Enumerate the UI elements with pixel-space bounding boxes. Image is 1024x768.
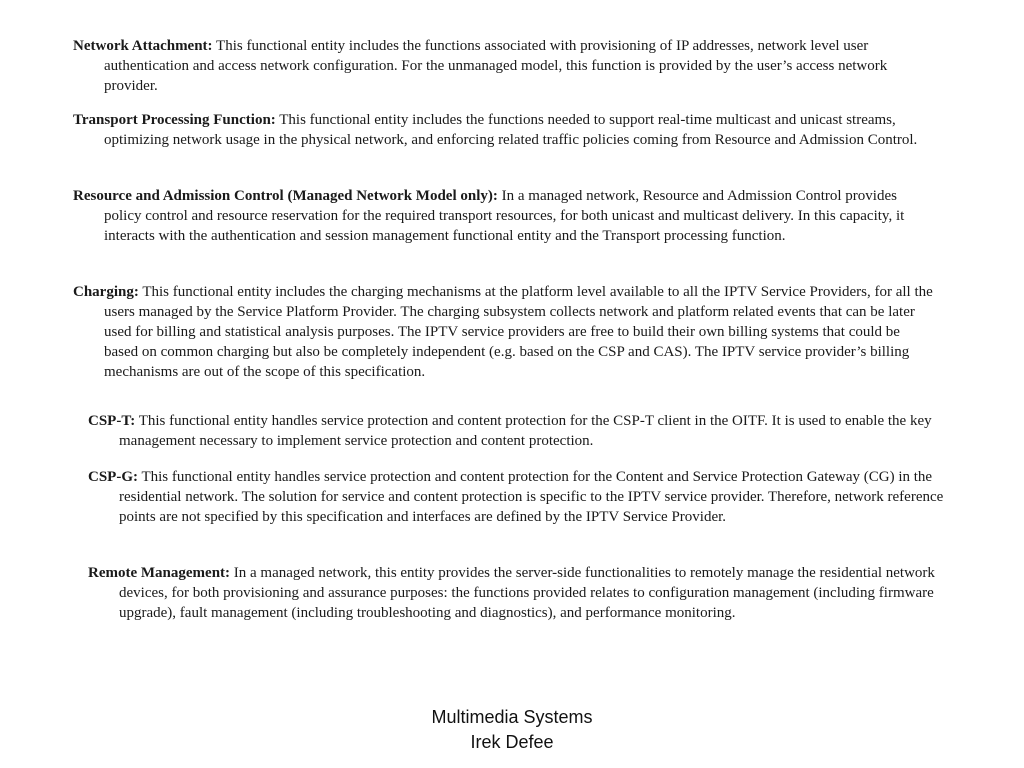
entry-resource-admission-control: [0, 186, 935, 246]
entry-term: CSP-G:: [88, 469, 138, 485]
footer-title: Multimedia Systems: [431, 707, 593, 727]
entry-charging: [0, 282, 935, 382]
entry-term: Resource and Admission Control (Managed Network Model only):: [73, 188, 498, 204]
entry-term: CSP-T:: [88, 413, 136, 429]
entry-network-attachment: [0, 36, 935, 96]
entry-term: Transport Processing Function:: [73, 112, 276, 128]
entry-text: This functional entity includes the functions associated with provisioning of IP addresses, network level user authentication and access network configuration. For the unmanaged model, this function is provided by the user’s access network provider.: [104, 38, 888, 94]
entry-transport-processing-function: [0, 110, 935, 150]
entry-csp-t: [0, 411, 945, 451]
entry-term: Network Attachment:: [73, 38, 213, 54]
entry-text: This functional entity includes the charging mechanisms at the platform level available to all the IPTV Service Providers, for all the users managed by the Service Platform Provider. The charging subsystem collects network and platform related events that can be later used for billing and statistical analysis purposes. The IPTV service providers are free to build their own billing systems that could be based on common charging but also be completely independent (e.g. based on the CSP and CAS). The IPTV service provider’s billing mechanisms are out of the scope of this specification.: [104, 284, 933, 380]
entry-csp-g: [0, 467, 945, 527]
entry-text: This functional entity handles service protection and content protection for the Content and Service Protection Gateway (CG) in the residential network. The solution for service and content protection is specific to the IPTV service provider. Therefore, network reference points are not specified by this specification and interfaces are defined by the IPTV Service Provider.: [119, 469, 944, 525]
entry-remote-management: [0, 563, 945, 623]
entry-text: In a managed network, this entity provides the server-side functionalities to remotely manage the residential network devices, for both provisioning and assurance purposes: the functions provided relates to configuration management (including firmware upgrade), fault management (including troubleshooting and diagnostics), and performance monitoring.: [119, 565, 935, 621]
entry-term: Charging:: [73, 284, 139, 300]
footer-author: Irek Defee: [470, 732, 554, 752]
entry-text: This functional entity includes the functions needed to support real-time multicast and unicast streams, optimizing network usage in the physical network, and enforcing related traffic policies coming from Resource and Admission Control.: [104, 112, 918, 148]
entry-text: This functional entity handles service protection and content protection for the CSP-T client in the OITF. It is used to enable the key management necessary to implement service protection and content protection.: [119, 413, 932, 449]
entry-text: In a managed network, Resource and Admission Control provides policy control and resource reservation for the required transport resources, for both unicast and multicast delivery. In this capacity, it interacts with the authentication and session management functional entity and the Transport processing function.: [104, 188, 905, 244]
entry-term: Remote Management:: [88, 565, 231, 581]
